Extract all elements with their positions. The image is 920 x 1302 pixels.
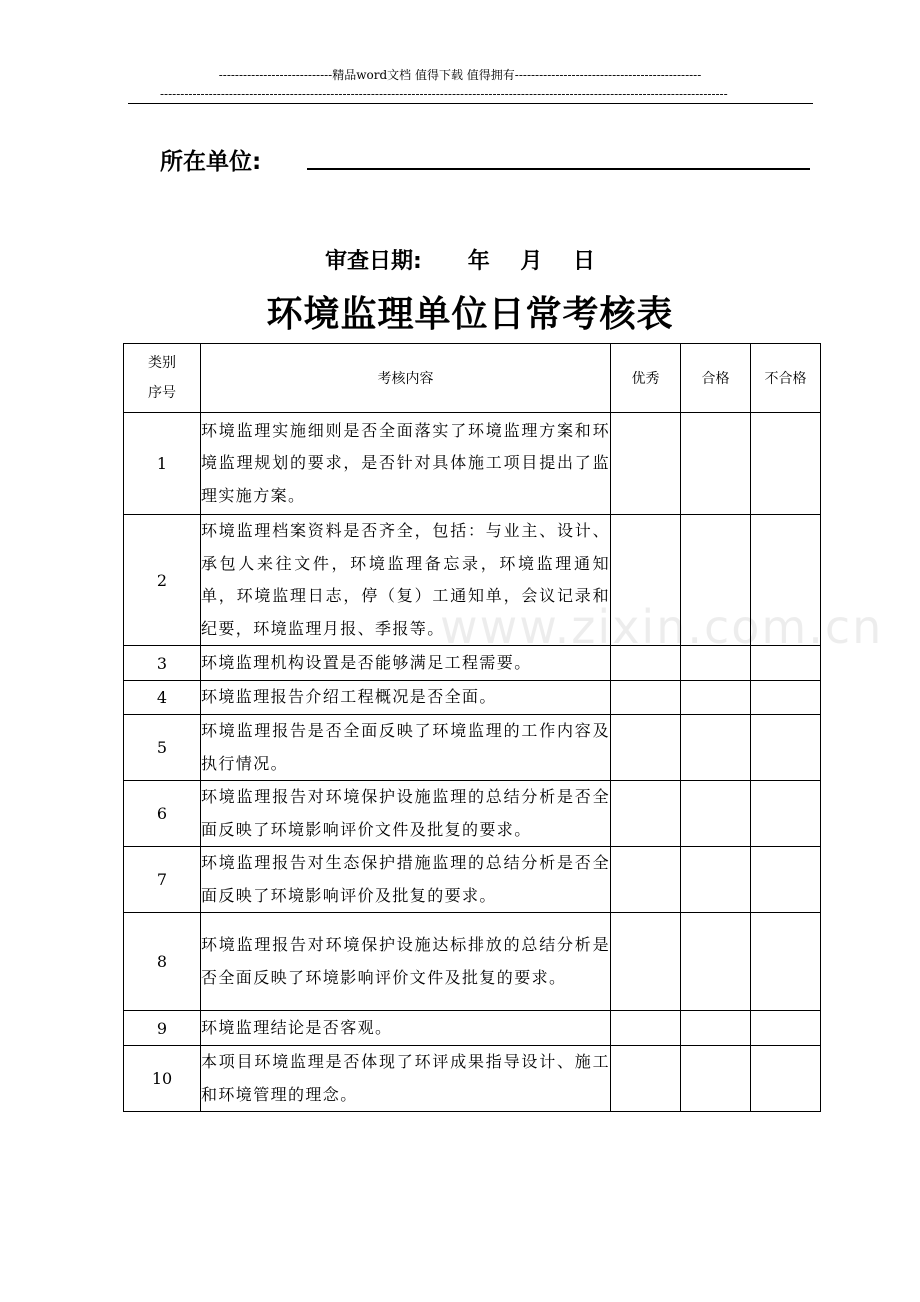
- fail-cell[interactable]: [751, 847, 821, 913]
- fail-cell[interactable]: [751, 413, 821, 515]
- table-row: [124, 681, 821, 715]
- excellent-cell[interactable]: [611, 715, 681, 781]
- header-content: 考核内容: [201, 344, 611, 413]
- row-content: 环境监理报告是否全面反映了环境监理的工作内容及执行情况。: [201, 715, 611, 781]
- table-row: [124, 413, 821, 515]
- row-content: 环境监理报告对环境保护设施达标排放的总结分析是否全面反映了环境影响评价文件及批复的要求。: [201, 913, 611, 1011]
- row-content: 环境监理报告对环境保护设施监理的总结分析是否全面反映了环境影响评价文件及批复的要求。: [201, 781, 611, 847]
- pass-cell[interactable]: [681, 913, 751, 1011]
- table-row: [124, 515, 821, 646]
- row-number: 10: [124, 1046, 201, 1112]
- pass-cell[interactable]: [681, 781, 751, 847]
- header-pass: 合格: [681, 344, 751, 413]
- pass-cell[interactable]: [681, 847, 751, 913]
- table-row: [124, 1046, 821, 1112]
- row-number: 6: [124, 781, 201, 847]
- table-row: [124, 646, 821, 681]
- excellent-cell[interactable]: [611, 1011, 681, 1046]
- page-title: 环境监理单位日常考核表: [266, 294, 674, 335]
- pass-cell[interactable]: [681, 1046, 751, 1112]
- row-content: 环境监理机构设置是否能够满足工程需要。: [201, 646, 611, 681]
- header-category-number: [124, 344, 201, 413]
- table-row: [124, 1011, 821, 1046]
- excellent-cell[interactable]: [611, 1046, 681, 1112]
- review-date: 审查日期: 年 月 日: [324, 249, 596, 274]
- header-number-label: 序号: [148, 385, 176, 401]
- fail-cell[interactable]: [751, 1011, 821, 1046]
- watermark: www.zixin.com.cn: [440, 600, 884, 654]
- fail-cell[interactable]: [751, 646, 821, 681]
- row-content: 环境监理实施细则是否全面落实了环境监理方案和环境监理规划的要求，是否针对具体施工项目提出了监理实施方案。: [201, 413, 611, 515]
- fail-cell[interactable]: [751, 913, 821, 1011]
- row-content: 环境监理结论是否客观。: [201, 1011, 611, 1046]
- unit-fill-line[interactable]: [307, 168, 810, 170]
- page-header-banner: ----------------------------精品word文档 值得下载 值得拥有----------------------------------------------: [218, 68, 702, 82]
- table-row: [124, 847, 821, 913]
- fail-cell[interactable]: [751, 1046, 821, 1112]
- pass-cell[interactable]: [681, 413, 751, 515]
- assessment-table: [123, 343, 821, 1112]
- pass-cell[interactable]: [681, 681, 751, 715]
- row-number: 7: [124, 847, 201, 913]
- excellent-cell[interactable]: [611, 913, 681, 1011]
- row-number: 8: [124, 913, 201, 1011]
- pass-cell[interactable]: [681, 715, 751, 781]
- table-row: [124, 781, 821, 847]
- table-row: [124, 913, 821, 1011]
- header-category-label: 类别: [148, 355, 176, 371]
- fail-cell[interactable]: [751, 781, 821, 847]
- excellent-cell[interactable]: [611, 515, 681, 646]
- pass-cell[interactable]: [681, 1011, 751, 1046]
- row-content: 环境监理报告介绍工程概况是否全面。: [201, 681, 611, 715]
- row-content: 环境监理报告对生态保护措施监理的总结分析是否全面反映了环境影响评价及批复的要求。: [201, 847, 611, 913]
- row-content: 环境监理档案资料是否齐全，包括：与业主、设计、承包人来往文件，环境监理备忘录，环境监理通知单，环境监理日志，停（复）工通知单，会议记录和纪要，环境监理月报、季报等。: [201, 515, 611, 646]
- row-number: 2: [124, 515, 201, 646]
- table-header-row: [124, 344, 821, 413]
- page-header-dashes: --------------------------------------------------------------------------------------------------------------------------------------------: [160, 87, 728, 101]
- row-number: 1: [124, 413, 201, 515]
- header-fail: 不合格: [751, 344, 821, 413]
- excellent-cell[interactable]: [611, 646, 681, 681]
- unit-label: 所在单位:: [160, 149, 262, 175]
- table-row: [124, 715, 821, 781]
- excellent-cell[interactable]: [611, 781, 681, 847]
- row-number: 3: [124, 646, 201, 681]
- row-content: 本项目环境监理是否体现了环评成果指导设计、施工和环境管理的理念。: [201, 1046, 611, 1112]
- excellent-cell[interactable]: [611, 413, 681, 515]
- pass-cell[interactable]: [681, 515, 751, 646]
- excellent-cell[interactable]: [611, 847, 681, 913]
- header-rule: [128, 103, 813, 104]
- fail-cell[interactable]: [751, 681, 821, 715]
- header-excellent: 优秀: [611, 344, 681, 413]
- excellent-cell[interactable]: [611, 681, 681, 715]
- row-number: 5: [124, 715, 201, 781]
- fail-cell[interactable]: [751, 715, 821, 781]
- row-number: 9: [124, 1011, 201, 1046]
- row-number: 4: [124, 681, 201, 715]
- fail-cell[interactable]: [751, 515, 821, 646]
- pass-cell[interactable]: [681, 646, 751, 681]
